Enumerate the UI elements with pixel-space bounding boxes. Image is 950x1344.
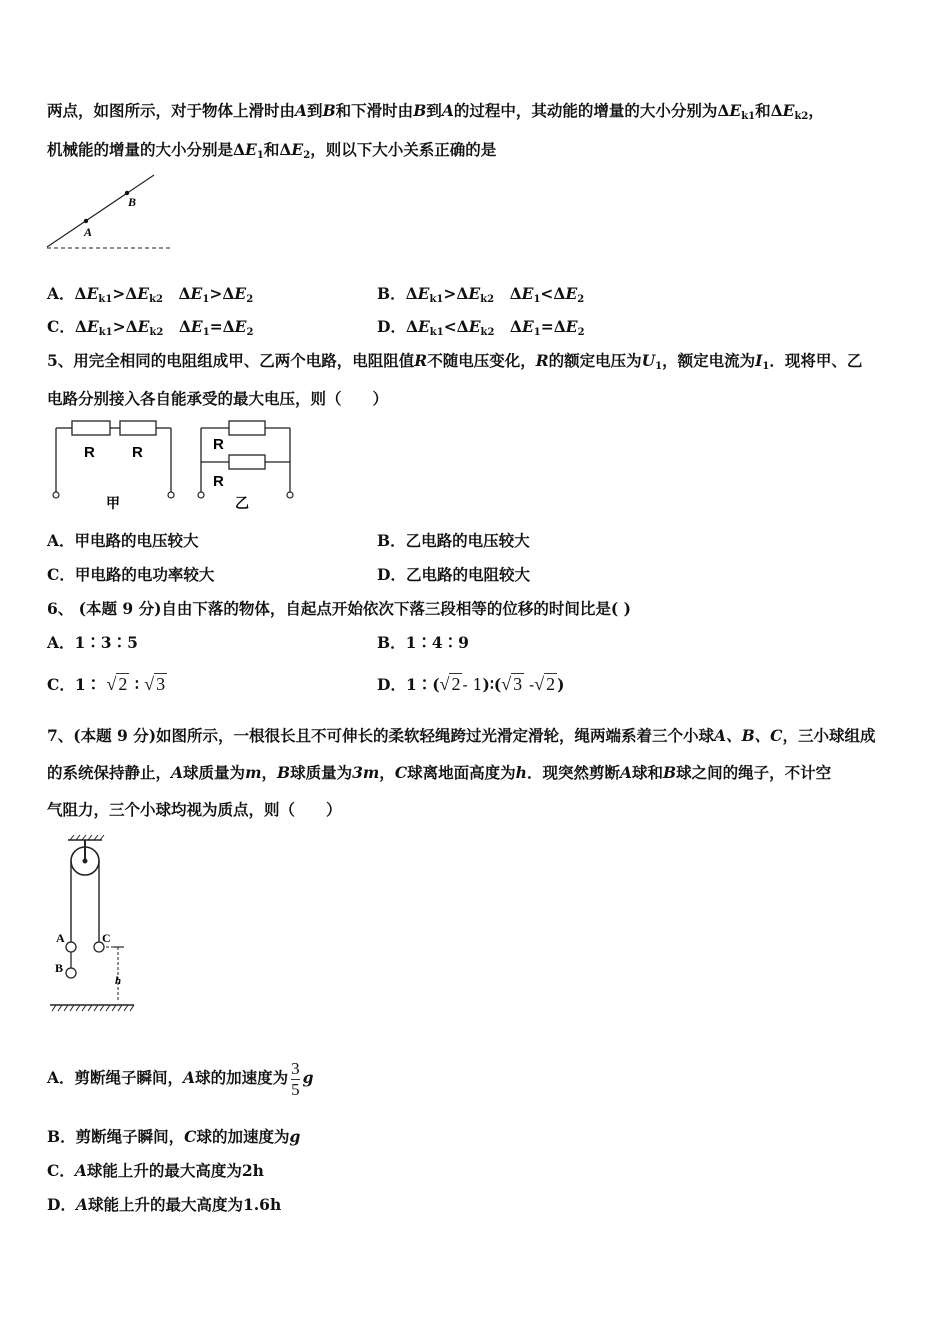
ball-b (66, 968, 76, 978)
var-a: A (75, 1195, 88, 1214)
circuit-yi (198, 421, 293, 512)
ball-a (66, 942, 76, 952)
point-a (84, 219, 88, 223)
text: D．1∶( (377, 675, 440, 694)
text: ∶ (134, 675, 139, 694)
text: - (529, 676, 535, 694)
q4-option-b[interactable]: B．$\Delta E_{k1}>\Delta E_{k2}$ $\Delta E_1<\Delta E_2$ (377, 284, 585, 305)
resistor (229, 421, 265, 435)
text: ．现突然剪断 (526, 763, 620, 782)
text: 球离地面高度为 (407, 763, 516, 782)
text: A．剪断绳子瞬间， (47, 1068, 184, 1087)
var-r: R (414, 351, 428, 370)
var-a: A (619, 763, 632, 782)
incline-figure (44, 170, 174, 252)
text: 的系统保持静止， (47, 763, 172, 782)
label-b: B (55, 961, 64, 975)
text: 的额定电压为 (548, 351, 642, 370)
circuit-jia (53, 421, 174, 512)
radicand: 3 (156, 674, 166, 694)
var-c: C (184, 1127, 197, 1146)
var-r: R (535, 351, 549, 370)
var-a: A (295, 101, 308, 120)
text: 和 (263, 140, 280, 159)
q4-stem-line1: 两点，如图所示，对于物体上滑时由A到B和下滑时由B到A的过程中，其动能的增量的大小分别为$\Delta E_{k1}$和$\Delta E_{k2}$， (47, 101, 824, 122)
sub: 1 (762, 361, 770, 372)
text: 的过程中，其动能的增量的大小分别为 (453, 101, 718, 120)
sqrt-3 (501, 673, 524, 694)
q7-option-b[interactable] (47, 1126, 300, 1148)
sqrt-sym: √ (501, 674, 512, 694)
q5-stem-line2: 电路分别接入各自能承受的最大电压，则（ ） (47, 389, 389, 408)
var-i: I (755, 351, 763, 370)
text: 5、用完全相同的电阻组成甲、乙两个电路，电阻阻值 (47, 351, 415, 370)
var-a: A (74, 1161, 87, 1180)
sub: k2 (794, 111, 809, 122)
circuits-figure (44, 418, 304, 518)
q7-stem-line3: 气阻力，三个小球均视为质点，则（ ） (47, 800, 342, 819)
text: ，额定电流为 (662, 351, 756, 370)
label-a: A (84, 225, 93, 239)
label-r: R (132, 444, 143, 461)
label-r: R (84, 444, 95, 461)
q4-option-a[interactable]: A．$\Delta E_{k1}>\Delta E_{k2}$ $\Delta E_1>\Delta E_2$ (47, 284, 254, 305)
q5-stem-line1 (47, 350, 862, 378)
q4-stem-line2: 机械能的增量的大小分别是$\Delta E_1$和$\Delta E_2$，则以下大小关系正确的是 (47, 140, 497, 161)
q6-option-d[interactable] (377, 673, 565, 696)
radicand: 2 (546, 674, 556, 694)
value: 1.6h (243, 1195, 282, 1214)
var-m: m (245, 763, 262, 782)
text: 球质量为 (183, 763, 246, 782)
label-r: R (213, 473, 224, 490)
var-b: B (413, 101, 427, 120)
fraction-3-5 (291, 1060, 300, 1099)
text: 7、(本题 9 分)如图所示，一根很长且不可伸长的柔软轻绳跨过光滑定滑轮，绳两端系着三个小球 (47, 726, 715, 745)
var-c: C (394, 763, 408, 782)
text: 和 (755, 101, 771, 120)
text: 球能上升的最大高度为 (87, 1195, 243, 1214)
var-b: B (276, 763, 291, 782)
text: 两点，如图所示，对于物体上滑时由 (47, 101, 296, 120)
var-u: U (641, 351, 656, 370)
sub: 1 (655, 361, 663, 372)
text: C．1∶ (47, 675, 102, 694)
text: 到 (426, 101, 442, 120)
text: 球和 (632, 763, 664, 782)
var-abc: A、B、C (714, 726, 783, 745)
q6-option-b[interactable]: B．1∶4∶9 (377, 633, 469, 652)
text: ) (557, 675, 565, 694)
label-a: A (56, 931, 65, 945)
denominator: 5 (291, 1079, 300, 1099)
text: )∶( (482, 675, 502, 694)
text: B．剪断绳子瞬间， (47, 1127, 185, 1146)
label-b: B (128, 195, 137, 209)
var-a: A (183, 1068, 196, 1087)
q5-option-b[interactable]: B．乙电路的电压较大 (377, 531, 530, 550)
numerator: 3 (291, 1058, 300, 1078)
q7-stem-line2: 的系统保持静止，A球质量为m，B球质量为3m，C球离地面高度为h．现突然剪断A球和B球之间的绳子，不计空 (47, 763, 832, 782)
sqrt-sym: √ (106, 674, 117, 694)
sqrt-3 (144, 673, 167, 694)
sub: 1 (256, 150, 264, 161)
q5-option-c[interactable]: C．甲电路的电功率较大 (47, 565, 215, 584)
q4-option-d[interactable]: D．$\Delta E_{k1}<\Delta E_{k2}$ $\Delta E_1=\Delta E_2$ (377, 317, 585, 338)
sqrt-sym: √ (439, 674, 450, 694)
resistor (120, 421, 156, 435)
q6-option-a[interactable]: A．1∶3∶5 (47, 633, 138, 652)
sqrt-2 (440, 673, 463, 694)
text: - 1 (462, 676, 483, 694)
var-g: g (289, 1127, 301, 1146)
q5-option-a[interactable]: A．甲电路的电压较大 (47, 531, 199, 550)
text: 到 (307, 101, 323, 120)
text: 球的加速度为 (195, 1068, 289, 1087)
text: 球能上升的最大高度为 (86, 1161, 242, 1180)
sub: 2 (303, 150, 311, 161)
radicand: 2 (118, 674, 128, 694)
text: 和下滑时由 (335, 101, 414, 120)
var-3m: 3m (352, 763, 380, 782)
text: D． (47, 1195, 76, 1214)
sub: k1 (741, 111, 756, 122)
text: 不随电压变化， (427, 351, 536, 370)
label-jia: 甲 (106, 496, 120, 512)
q4-option-c[interactable]: C．$\Delta E_{k1}>\Delta E_{k2}$ $\Delta E_1=\Delta E_2$ (47, 317, 254, 338)
sqrt-sym: √ (534, 674, 545, 694)
var-b: B (322, 101, 336, 120)
resistor (229, 455, 265, 469)
sqrt-2 (534, 673, 557, 694)
text: ，则以下大小关系正确的是 (310, 140, 497, 159)
label-r: R (213, 436, 224, 453)
q7-option-c[interactable] (47, 1160, 264, 1182)
text: ，三小球组成 (782, 726, 876, 745)
q7-stem-line1 (47, 725, 876, 747)
sqrt-2 (107, 673, 130, 694)
sqrt-sym: √ (144, 674, 155, 694)
label-h: h (115, 975, 122, 987)
text: ， (808, 101, 824, 120)
text: C． (47, 1161, 75, 1180)
q5-option-d[interactable]: D．乙电路的电阻较大 (377, 565, 530, 584)
label-c: C (102, 931, 111, 945)
text: 球之间的绳子，不计空 (676, 763, 832, 782)
label-yi: 乙 (235, 496, 249, 512)
q7-option-d[interactable] (47, 1194, 281, 1216)
var-a: A (171, 763, 184, 782)
q7-option-a[interactable] (47, 1050, 313, 1106)
text: 机械能的增量的大小分别是 (47, 140, 234, 159)
radicand: 2 (451, 674, 461, 694)
text: ．现将甲、乙 (769, 351, 863, 370)
var-h: h (515, 763, 527, 782)
q6-option-c[interactable] (47, 673, 167, 696)
var-g: g (302, 1068, 314, 1087)
resistor (72, 421, 110, 435)
value: 2h (241, 1161, 264, 1180)
radicand: 3 (513, 674, 523, 694)
text: 球的加速度为 (196, 1127, 290, 1146)
q6-stem: 6、 (本题 9 分)自由下落的物体，自起点开始依次下落三段相等的位移的时间比是( ) (47, 599, 631, 618)
pulley-figure (44, 834, 144, 1014)
var-b: B (663, 763, 677, 782)
var-a: A (441, 101, 454, 120)
text: 球质量为 (290, 763, 353, 782)
